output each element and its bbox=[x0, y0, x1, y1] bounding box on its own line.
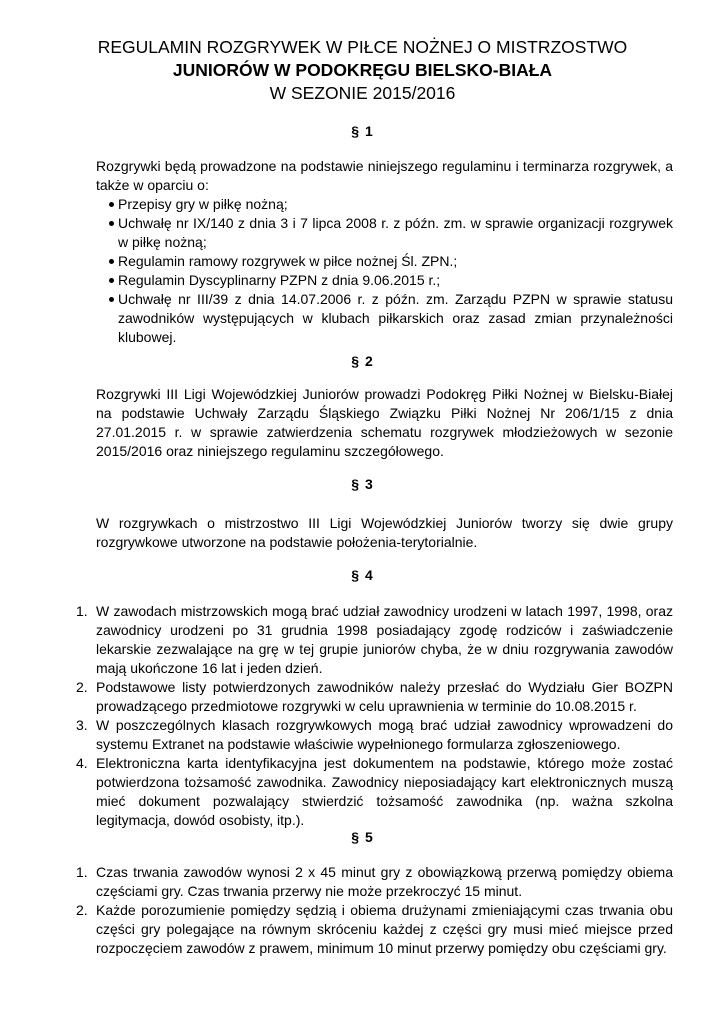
section-2-text: Rozgrywki III Ligi Wojewódzkiej Juniorów prowadzi Podokręg Piłki Nożnej w Bielsku-Białej na podstawie Uchwały Zarządu Śląskiego Związku Piłki Nożnej Nr 206/1/15 z dnia 27.01.2015 r. w sprawie zatwierdzenia schematu rozgrywek młodzieżowych w sezonie 2015/2016 oraz niniejszego regulaminu szczegółowego. bbox=[96, 386, 673, 459]
list-item bbox=[76, 602, 673, 678]
list-item-number: 1. bbox=[76, 864, 88, 880]
list-item: Przepisy gry w piłkę nożną; bbox=[96, 195, 673, 214]
list-item-number: 3. bbox=[76, 717, 88, 733]
list-item-text: Czas trwania zawodów wynosi 2 x 45 minut gry z obowiązkową przerwą pomiędzy obiema częściami gry. Czas trwania przerwy nie może przekroczyć 15 minut. bbox=[96, 864, 673, 899]
section-4-list bbox=[76, 602, 673, 830]
list-item bbox=[76, 678, 673, 716]
list-item bbox=[76, 901, 673, 958]
section-2-heading: § 2 bbox=[351, 353, 374, 369]
list-item-number: 2. bbox=[76, 902, 88, 918]
section-5-heading: § 5 bbox=[351, 829, 374, 845]
list-item-number: 4. bbox=[76, 755, 88, 771]
section-1-list bbox=[96, 195, 673, 347]
list-item-text: Każde porozumienie pomiędzy sędzią i obiema drużynami zmieniającymi czas trwania obu części gry polegające na równym skróceniu każdej z części gry musi mieć miejsce przed rozpoczęciem zawodów z prawem, minimum 10 minut przerwy pomiędzy obu częściami gry. bbox=[96, 902, 673, 956]
list-item-text: Elektroniczna karta identyfikacyjna jest dokumentem na podstawie, którego może zostać potwierdzona tożsamość zawodnika. Zawodnicy nieposiadający kart elektronicznych muszą mieć dokument pozwalający stwierdzić tożsamość zawodnika (np. ważna szkolna legitymacja, dowód osobisty, itp.). bbox=[96, 755, 673, 828]
list-item-number: 1. bbox=[76, 603, 88, 619]
list-item-text: Podstawowe listy potwierdzonych zawodników należy przesłać do Wydziału Gier BOZPN prowadzącego przedmiotowe rozgrywki w celu uprawnienia w terminie do 10.08.2015 r. bbox=[96, 679, 673, 714]
list-item-number: 2. bbox=[76, 679, 88, 695]
section-4-heading: § 4 bbox=[351, 567, 374, 583]
section-5-list bbox=[76, 863, 673, 958]
section-1-intro: Rozgrywki będą prowadzone na podstawie niniejszego regulaminu i terminarza rozgrywek, a także w oparciu o: bbox=[96, 158, 673, 193]
title-line-3: W SEZONIE 2015/2016 bbox=[269, 83, 456, 103]
section-3-text: W rozgrywkach o mistrzostwo III Ligi Wojewódzkiej Juniorów tworzy się dwie grupy rozgrywkowe utworzone na podstawie położenia-terytorialnie. bbox=[96, 515, 673, 550]
list-item bbox=[76, 716, 673, 754]
title-line-1: REGULAMIN ROZGRYWEK W PIŁCE NOŻNEJ O MISTRZOSTWO bbox=[97, 37, 628, 57]
section-1-heading: § 1 bbox=[351, 123, 374, 139]
list-item: Regulamin Dyscyplinarny PZPN z dnia 9.06.2015 r.; bbox=[96, 271, 673, 290]
list-item: Uchwałę nr IX/140 z dnia 3 i 7 lipca 2008 r. z późn. zm. w sprawie organizacji rozgrywek w piłkę nożną; bbox=[96, 214, 673, 252]
list-item bbox=[76, 754, 673, 830]
list-item-text: W zawodach mistrzowskich mogą brać udział zawodnicy urodzeni w latach 1997, 1998, oraz zawodnicy urodzeni po 31 grudnia 1998 posiadający zgodę rodziców i zaświadczenie lekarskie zezwalające na grę w tej grupie juniorów chyba, że w dniu rozgrywania zawodów mają ukończone 16 lat i jeden dzień. bbox=[96, 603, 673, 676]
list-item: Regulamin ramowy rozgrywek w piłce nożnej Śl. ZPN.; bbox=[96, 252, 673, 271]
section-3-heading: § 3 bbox=[351, 476, 374, 492]
title-line-2: JUNIORÓW W PODOKRĘGU BIELSKO-BIAŁA bbox=[172, 60, 553, 80]
list-item bbox=[76, 863, 673, 901]
list-item-text: W poszczególnych klasach rozgrywkowych mogą brać udział zawodnicy wprowadzeni do systemu Extranet na podstawie właściwie wypełnionego formularza zgłoszeniowego. bbox=[96, 717, 673, 752]
list-item: Uchwałę nr III/39 z dnia 14.07.2006 r. z późn. zm. Zarządu PZPN w sprawie statusu zawodników występujących w klubach piłkarskich oraz zasad zmian przynależności klubowej. bbox=[96, 290, 673, 347]
